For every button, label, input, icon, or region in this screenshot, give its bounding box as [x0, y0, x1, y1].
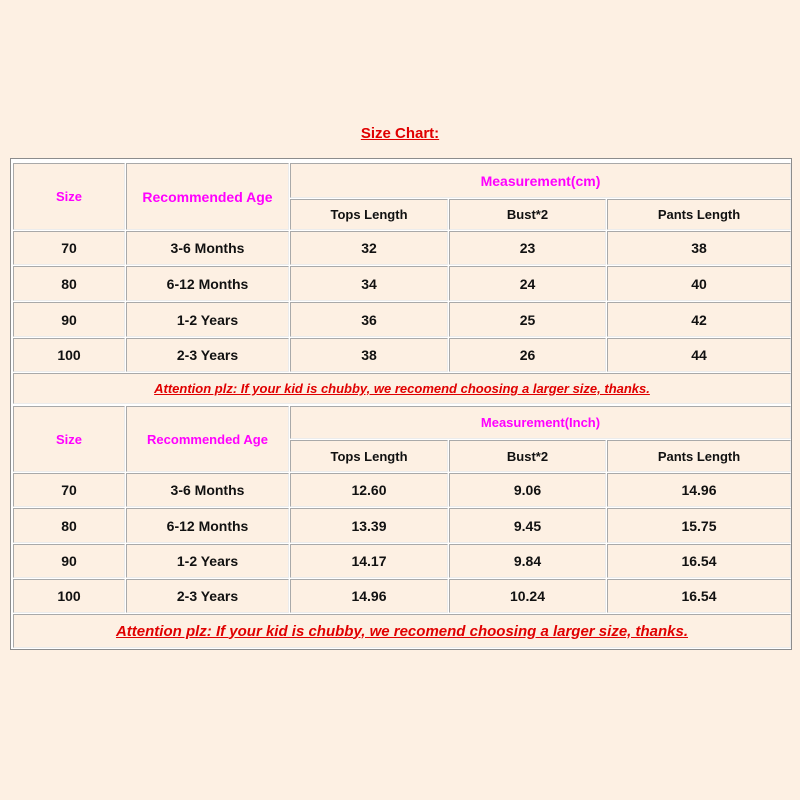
inch-row4-age: 2-3 Years	[126, 579, 289, 613]
inch-row1-tops: 12.60	[290, 473, 448, 507]
cm-row3-size: 90	[13, 302, 125, 337]
inch-row4-size: 100	[13, 579, 125, 613]
inch-row2-age: 6-12 Months	[126, 508, 289, 543]
cm-size-header: Size	[13, 163, 125, 230]
inch-row4-bust: 10.24	[449, 579, 606, 613]
cm-row1-age: 3-6 Months	[126, 231, 289, 265]
cm-row2-size: 80	[13, 266, 125, 301]
cm-age-header: Recommended Age	[126, 163, 289, 230]
inch-measurement-header: Measurement(Inch)	[290, 406, 791, 439]
inch-row3-bust: 9.84	[449, 544, 606, 578]
cm-row4-size: 100	[13, 338, 125, 372]
cm-row2-age: 6-12 Months	[126, 266, 289, 301]
inch-row2-size: 80	[13, 508, 125, 543]
cm-attention-note: Attention plz: If your kid is chubby, we recomend choosing a larger size, thanks.	[154, 381, 650, 396]
inch-row2-pants: 15.75	[607, 508, 791, 543]
inch-tops-header: Tops Length	[290, 440, 448, 472]
inch-row2-tops: 13.39	[290, 508, 448, 543]
cm-measurement-header: Measurement(cm)	[290, 163, 791, 198]
cm-pants-header: Pants Length	[607, 199, 791, 230]
inch-row1-size: 70	[13, 473, 125, 507]
inch-size-header: Size	[13, 406, 125, 472]
cm-row1-tops: 32	[290, 231, 448, 265]
cm-row4-tops: 38	[290, 338, 448, 372]
cm-row3-tops: 36	[290, 302, 448, 337]
inch-row3-pants: 16.54	[607, 544, 791, 578]
inch-row1-pants: 14.96	[607, 473, 791, 507]
cm-row1-pants: 38	[607, 231, 791, 265]
cm-row2-bust: 24	[449, 266, 606, 301]
inch-age-header: Recommended Age	[126, 406, 289, 472]
cm-row1-bust: 23	[449, 231, 606, 265]
inch-row4-pants: 16.54	[607, 579, 791, 613]
cm-bust-header: Bust*2	[449, 199, 606, 230]
inch-row4-tops: 14.96	[290, 579, 448, 613]
cm-row1-size: 70	[13, 231, 125, 265]
inch-pants-header: Pants Length	[607, 440, 791, 472]
cm-row4-bust: 26	[449, 338, 606, 372]
size-chart-table	[10, 158, 792, 650]
cm-attention-note-row	[13, 373, 791, 404]
cm-row3-pants: 42	[607, 302, 791, 337]
cm-row4-pants: 44	[607, 338, 791, 372]
cm-row4-age: 2-3 Years	[126, 338, 289, 372]
cm-row3-age: 1-2 Years	[126, 302, 289, 337]
cm-row2-tops: 34	[290, 266, 448, 301]
inch-attention-note: Attention plz: If your kid is chubby, we recomend choosing a larger size, thanks.	[115, 622, 689, 640]
inch-row3-tops: 14.17	[290, 544, 448, 578]
inch-row3-age: 1-2 Years	[126, 544, 289, 578]
inch-row1-age: 3-6 Months	[126, 473, 289, 507]
cm-tops-header: Tops Length	[290, 199, 448, 230]
inch-bust-header: Bust*2	[449, 440, 606, 472]
inch-row1-bust: 9.06	[449, 473, 606, 507]
inch-row2-bust: 9.45	[449, 508, 606, 543]
inch-attention-note-row	[13, 614, 791, 648]
cm-row3-bust: 25	[449, 302, 606, 337]
inch-row3-size: 90	[13, 544, 125, 578]
cm-row2-pants: 40	[607, 266, 791, 301]
size-chart-title: Size Chart:	[360, 125, 440, 142]
